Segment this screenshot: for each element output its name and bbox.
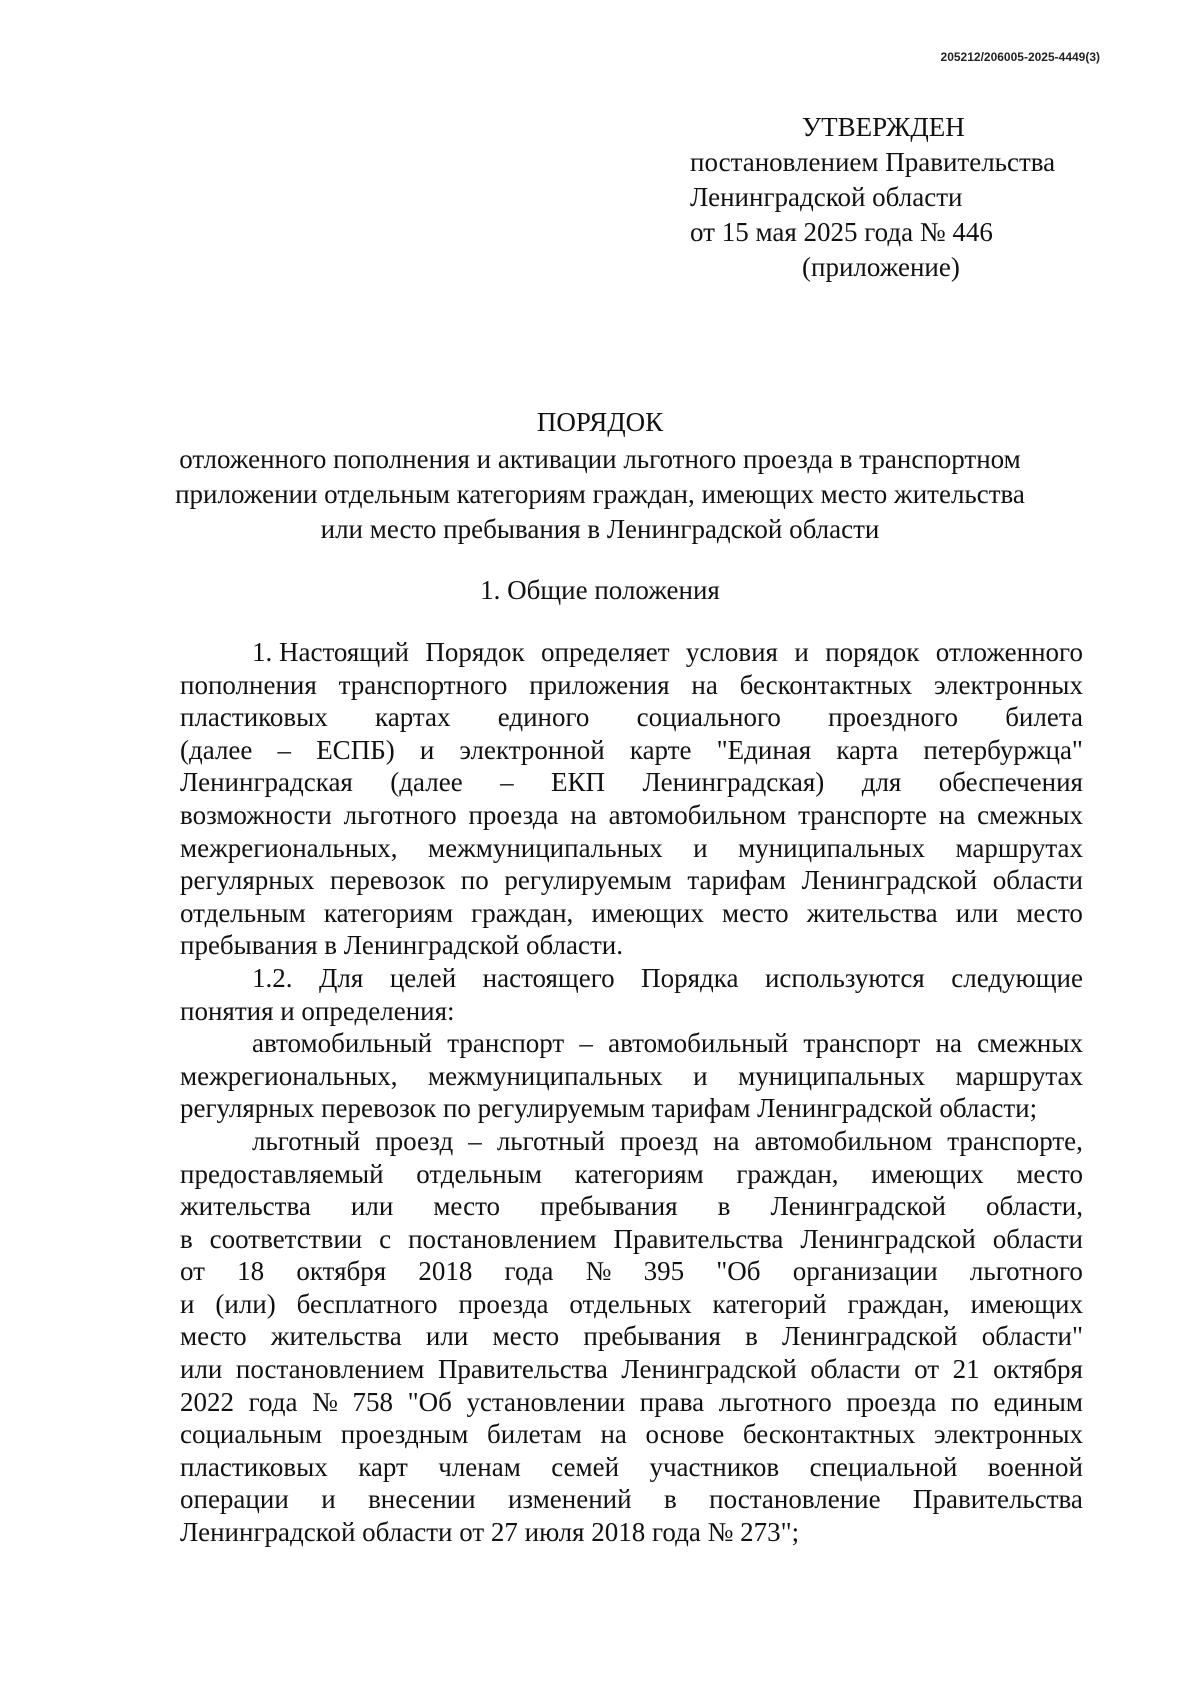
word: или xyxy=(180,1354,223,1385)
word: льготный xyxy=(252,1125,361,1156)
word: (или) xyxy=(215,1288,276,1319)
document-title: ПОРЯДОК xyxy=(536,407,664,437)
word: следующие xyxy=(951,962,1083,993)
word: – xyxy=(579,1028,593,1059)
word: место xyxy=(1016,897,1083,928)
word: области xyxy=(992,865,1083,896)
word: на xyxy=(713,1125,740,1156)
word: области, xyxy=(985,1191,1083,1222)
word: октября xyxy=(296,1256,387,1287)
word: или xyxy=(425,1321,469,1352)
word: обеспечения xyxy=(938,767,1083,798)
word: отложенного xyxy=(935,637,1083,667)
word: автомобильном xyxy=(754,1125,933,1156)
definition-benefit-line: Ленинградской области от 27 июля 2018 года № 273"; xyxy=(180,1517,800,1548)
word: проездным xyxy=(340,1419,469,1450)
word: № xyxy=(312,1386,338,1417)
word: военной xyxy=(987,1451,1083,1482)
word: имеющих xyxy=(871,1158,984,1189)
word: специальной xyxy=(809,1451,958,1482)
word: отдельным xyxy=(416,1158,542,1189)
word: соответствии xyxy=(209,1223,363,1254)
word: по xyxy=(460,865,489,896)
word: категорий xyxy=(712,1288,827,1319)
word: пополнения xyxy=(180,669,317,700)
definition-benefit-line xyxy=(180,1483,1083,1516)
word: и xyxy=(794,637,809,667)
word: муниципальных xyxy=(738,832,926,863)
definition-transport-line xyxy=(180,1027,1083,1060)
word: внесении xyxy=(368,1484,476,1515)
word: льготный xyxy=(496,1125,605,1156)
document-registration-number: 205212/206005-2025-4449(3) xyxy=(940,50,1100,64)
word: приложения xyxy=(529,669,670,700)
word: – xyxy=(277,734,292,765)
word: имеющих xyxy=(970,1288,1083,1319)
word: отдельным xyxy=(180,897,306,928)
word: и xyxy=(693,1060,708,1091)
word: транспорте, xyxy=(947,1125,1083,1156)
word: организации xyxy=(792,1256,938,1287)
word: граждан, xyxy=(847,1288,950,1319)
word: в xyxy=(664,1484,677,1515)
word: отдельных xyxy=(569,1288,692,1319)
word: смежных xyxy=(977,799,1083,830)
definition-benefit-line xyxy=(180,1418,1083,1451)
word: единым xyxy=(993,1386,1083,1417)
word: ЕСПБ) xyxy=(316,734,395,765)
word: муниципальных xyxy=(738,1060,926,1091)
document-subtitle-line-1: отложенного пополнения и активации льготного проезда в транспортном xyxy=(179,444,1021,474)
word: возможности xyxy=(180,799,332,830)
word: транспортного xyxy=(338,669,508,700)
word: членам xyxy=(438,1451,521,1482)
definition-benefit-line xyxy=(180,1255,1083,1288)
word: Ленинградской xyxy=(800,1223,976,1254)
word: пребывания xyxy=(540,1191,678,1222)
word: используются xyxy=(764,962,925,993)
word: Порядка xyxy=(641,962,739,993)
document-body xyxy=(180,636,1083,1549)
word: транспорт xyxy=(803,1028,921,1059)
word: электронной xyxy=(459,734,605,765)
word: место xyxy=(433,1191,501,1222)
word: 1.2. xyxy=(252,962,293,993)
word: межмуниципальных xyxy=(428,832,663,863)
word: льготного xyxy=(969,1256,1083,1287)
word: основе xyxy=(645,1419,725,1450)
word: транспорте xyxy=(798,799,928,830)
word: место xyxy=(1016,1158,1083,1189)
word: на xyxy=(938,799,966,830)
word: смежных xyxy=(977,1028,1083,1059)
word: и xyxy=(419,734,435,765)
definition-benefit-line xyxy=(180,1288,1083,1321)
word: проезд xyxy=(375,1125,454,1156)
word: от xyxy=(180,1256,205,1287)
word: проезда xyxy=(458,1288,549,1319)
definition-transport-line: регулярных перевозок по регулируемым тарифам Ленинградской области; xyxy=(180,1093,1038,1124)
word: участников xyxy=(649,1451,780,1482)
word: на xyxy=(570,799,597,830)
word: категориям xyxy=(323,897,454,928)
paragraph-1-line xyxy=(180,799,1083,832)
word: жительства xyxy=(806,897,938,928)
document-subtitle-line-3: или место пребывания в Ленинградской области xyxy=(320,514,880,544)
paragraph-1-line xyxy=(180,636,1083,669)
word: (далее xyxy=(180,734,253,765)
section-heading: 1. Общие положения xyxy=(480,575,720,605)
paragraph-1-line xyxy=(180,832,1083,865)
word: социального xyxy=(636,702,781,733)
word: категориям xyxy=(574,1158,704,1189)
word: картах xyxy=(375,702,451,733)
word: Ленинградской xyxy=(782,1321,958,1352)
word: проездного xyxy=(828,702,958,733)
word: межрегиональных, xyxy=(180,1060,398,1091)
word: пластиковых xyxy=(180,702,328,733)
word: № xyxy=(585,1256,612,1287)
definition-benefit-line xyxy=(180,1386,1083,1419)
word: Ленинградской xyxy=(621,1354,797,1385)
word: "Об xyxy=(407,1386,452,1417)
word: место xyxy=(722,897,789,928)
word: настоящего xyxy=(482,962,615,993)
word: граждан, xyxy=(736,1158,839,1189)
word: маршрутах xyxy=(955,1060,1083,1091)
word: тарифам xyxy=(687,865,787,896)
word: маршрутах xyxy=(955,832,1083,863)
word: социальным xyxy=(180,1419,323,1450)
word: Правительства xyxy=(913,1484,1083,1515)
word: целей xyxy=(389,962,457,993)
word: 18 xyxy=(237,1256,265,1287)
word: операции xyxy=(180,1484,289,1515)
paragraph-1-line xyxy=(180,897,1083,930)
word: года xyxy=(504,1256,554,1287)
definition-benefit-line xyxy=(180,1125,1083,1158)
word: области xyxy=(992,1223,1083,1254)
word: электронных xyxy=(933,669,1083,700)
word: жительства xyxy=(180,1191,311,1222)
word: области" xyxy=(981,1321,1083,1352)
paragraph-1-line xyxy=(180,669,1083,702)
paragraph-1-line xyxy=(180,701,1083,734)
definition-benefit-line xyxy=(180,1320,1083,1353)
word: место xyxy=(180,1321,247,1352)
word: граждан, xyxy=(471,897,574,928)
definition-transport-line xyxy=(180,1060,1083,1093)
word: регулируемым xyxy=(504,865,672,896)
word: семей xyxy=(551,1451,620,1482)
definition-benefit-line xyxy=(180,1158,1083,1191)
word: Ленинградская) xyxy=(642,767,825,798)
word: Для xyxy=(319,962,364,993)
word: бесконтактных xyxy=(739,669,913,700)
word: (далее xyxy=(390,767,463,798)
word: предоставляемый xyxy=(180,1158,384,1189)
word: проезда xyxy=(468,799,559,830)
word: от xyxy=(914,1354,940,1385)
word: – xyxy=(500,767,514,798)
word: единого xyxy=(497,702,590,733)
word: и xyxy=(180,1288,195,1319)
definition-benefit-line xyxy=(180,1190,1083,1223)
paragraph-1-line xyxy=(180,766,1083,799)
word: бесконтактных xyxy=(742,1419,916,1450)
word: порядок xyxy=(825,637,920,667)
approval-line-3: от 15 мая 2025 года № 446 xyxy=(690,217,993,247)
word: Ленинградской xyxy=(801,865,978,896)
word: постановление xyxy=(709,1484,881,1515)
definition-benefit-line xyxy=(180,1223,1083,1256)
word: регулярных xyxy=(180,865,315,896)
word: 2022 xyxy=(180,1386,234,1417)
word: Ленинградская xyxy=(180,767,353,798)
word: области xyxy=(810,1354,901,1385)
approval-stamp-block xyxy=(690,110,1110,285)
word: межмуниципальных xyxy=(428,1060,663,1091)
word: и xyxy=(693,832,708,863)
approval-attachment: (приложение) xyxy=(802,252,960,282)
word: права xyxy=(639,1386,705,1417)
word: постановлением xyxy=(408,1223,597,1254)
word: 2018 xyxy=(418,1256,473,1287)
word: имеющих xyxy=(591,897,704,928)
paragraph-1-line: пребывания в Ленинградской области. xyxy=(180,930,623,961)
document-subtitle-line-2: приложении отдельным категориям граждан, имеющих место жительства xyxy=(175,479,1025,509)
word: пребывания xyxy=(583,1321,721,1352)
word: 395 xyxy=(643,1256,685,1287)
word: условия xyxy=(685,637,778,667)
word: бесплатного xyxy=(296,1288,438,1319)
word: установлении xyxy=(466,1386,626,1417)
word: "Единая xyxy=(716,734,812,765)
word: билета xyxy=(1005,702,1083,733)
word: автомобильный xyxy=(252,1028,433,1059)
paragraph-2-line: понятия и определения: xyxy=(180,995,455,1026)
word: или xyxy=(350,1191,394,1222)
word: Порядок xyxy=(425,637,525,667)
word: Правительства xyxy=(437,1354,608,1385)
paragraph-2-line xyxy=(180,962,1083,995)
word: проезда xyxy=(846,1386,937,1417)
word: октября xyxy=(993,1354,1083,1385)
approval-line-1: постановлением Правительства xyxy=(690,147,1056,177)
word: изменений xyxy=(507,1484,632,1515)
word: жительства xyxy=(270,1321,402,1352)
word: перевозок xyxy=(330,865,446,896)
word: пластиковых xyxy=(180,1451,328,1482)
word: карт xyxy=(358,1451,408,1482)
approval-line-2: Ленинградской области xyxy=(690,182,963,212)
word: 758 xyxy=(352,1386,393,1417)
word: карта xyxy=(836,734,899,765)
word: в xyxy=(717,1191,731,1222)
approval-title: УТВЕРЖДЕН xyxy=(802,112,965,142)
word: Правительства xyxy=(613,1223,784,1254)
word: льготного xyxy=(343,799,457,830)
word: или xyxy=(955,897,999,928)
word: на xyxy=(691,669,718,700)
word: 21 xyxy=(952,1354,980,1385)
word: ЕКП xyxy=(551,767,606,798)
word: карте xyxy=(629,734,692,765)
word: 1. Настоящий xyxy=(252,637,410,667)
word: по xyxy=(950,1386,979,1417)
definition-benefit-line xyxy=(180,1451,1083,1484)
paragraph-1-line xyxy=(180,864,1083,897)
word: постановлением xyxy=(235,1354,425,1385)
word: в xyxy=(180,1223,193,1254)
word: место xyxy=(492,1321,560,1352)
word: льготного xyxy=(718,1386,832,1417)
word: автомобильный xyxy=(608,1028,789,1059)
word: года xyxy=(248,1386,298,1417)
word: транспорт xyxy=(447,1028,565,1059)
word: межрегиональных, xyxy=(180,832,398,863)
word: проезд xyxy=(620,1125,699,1156)
word: на xyxy=(600,1419,627,1450)
word: на xyxy=(935,1028,962,1059)
word: в xyxy=(745,1321,758,1352)
word: определяет xyxy=(541,637,670,667)
word: петербуржца" xyxy=(923,734,1083,765)
word: электронных xyxy=(933,1419,1083,1450)
word: – xyxy=(468,1125,482,1156)
word: билетам xyxy=(487,1419,582,1450)
definition-benefit-line xyxy=(180,1353,1083,1386)
word: с xyxy=(379,1223,392,1254)
document-title-block xyxy=(150,405,1050,547)
word: и xyxy=(321,1484,336,1515)
word: для xyxy=(861,767,902,798)
word: "Об xyxy=(716,1256,761,1287)
word: автомобильном xyxy=(608,799,787,830)
word: Ленинградской xyxy=(770,1191,946,1222)
paragraph-1-line xyxy=(180,734,1083,767)
